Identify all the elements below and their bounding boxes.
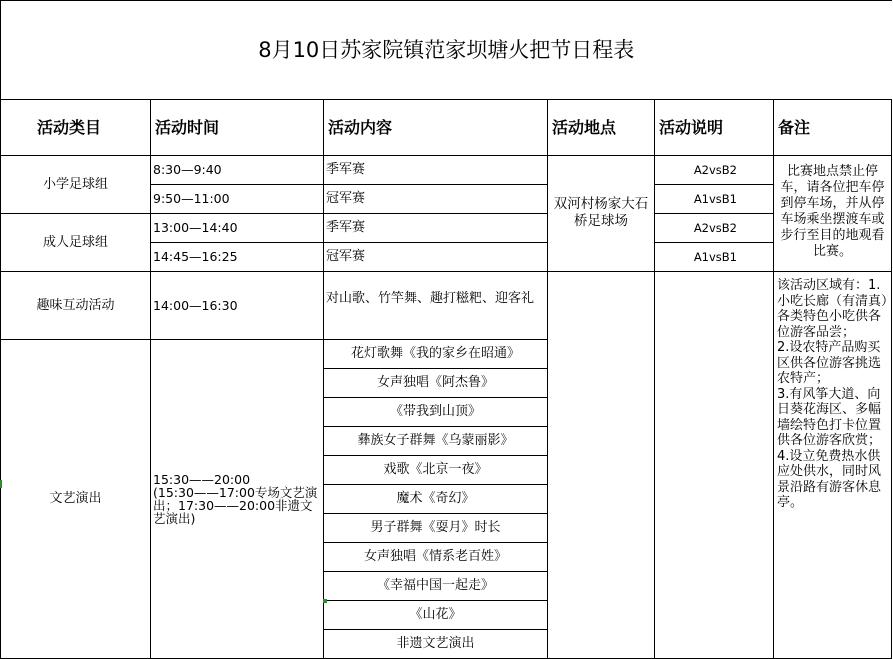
program-item: 彝族女子群舞《乌蒙丽影》 [324, 427, 548, 456]
program-item: 花灯歌舞《我的家乡在昭通》 [324, 340, 548, 369]
header-description: 活动说明 [655, 100, 774, 156]
description-cell: A2vsB2 [655, 156, 774, 185]
program-item: 女声独唱《阿杰鲁》 [324, 369, 548, 398]
page-title: 8月10日苏家院镇范家坝塘火把节日程表 [1, 1, 892, 100]
header-remarks: 备注 [774, 100, 892, 156]
category-fun-activities: 趣味互动活动 [1, 272, 151, 340]
program-item: 非遗文艺演出 [324, 630, 548, 659]
description-empty [655, 272, 774, 659]
description-cell: A1vsB1 [655, 185, 774, 214]
time-cell: 8:30—9:40 [151, 156, 324, 185]
cell-marker [323, 599, 327, 603]
category-performance: 文艺演出 [1, 340, 151, 659]
program-item: 《带我到山顶》 [324, 398, 548, 427]
table-row [1, 272, 892, 340]
header-content: 活动内容 [324, 100, 548, 156]
content-cell: 冠军赛 [324, 185, 548, 214]
header-location: 活动地点 [548, 100, 655, 156]
time-cell: 14:45—16:25 [151, 243, 324, 272]
description-cell: A1vsB1 [655, 243, 774, 272]
time-cell: 13:00—14:40 [151, 214, 324, 243]
program-item: 《山花》 [324, 601, 548, 630]
time-cell: 14:00—16:30 [151, 272, 324, 340]
content-cell: 季军赛 [324, 214, 548, 243]
header-time: 活动时间 [151, 100, 324, 156]
time-cell: 9:50—11:00 [151, 185, 324, 214]
location-football-field: 双河村杨家大石桥足球场 [548, 156, 655, 272]
cell-marker [0, 480, 2, 488]
program-item: 《幸福中国一起走》 [324, 572, 548, 601]
content-cell: 季军赛 [324, 156, 548, 185]
table-row [1, 156, 892, 185]
category-adult-football: 成人足球组 [1, 214, 151, 272]
description-cell: A2vsB2 [655, 214, 774, 243]
content-cell: 对山歌、竹竿舞、趣打糍粑、迎客礼 [324, 272, 548, 340]
remark-area: 该活动区域有：1.小吃长廊（有清真）各类特色小吃供各位游客品尝； 2.设农特产品购买区供各位游客挑选农特产； 3.有风筝大道、向日葵花海区、多幅墙绘特色打卡位置供各位游客欣赏； 4.设立免费热水供应处供水，同时风景沿路有游客休息亭。 [774, 272, 892, 659]
header-row [1, 100, 892, 156]
program-item: 女声独唱《情系老百姓》 [324, 543, 548, 572]
program-item: 魔术《奇幻》 [324, 485, 548, 514]
program-item: 戏歌《北京一夜》 [324, 456, 548, 485]
location-empty [548, 272, 655, 659]
remark-football: 比赛地点禁止停车，请各位把车停到停车场，并从停车场乘坐摆渡车或步行至目的地观看比赛。 [774, 156, 892, 272]
program-item: 男子群舞《耍月》时长 [324, 514, 548, 543]
table-row [1, 214, 892, 243]
category-primary-football: 小学足球组 [1, 156, 151, 214]
header-category: 活动类目 [1, 100, 151, 156]
content-cell: 冠军赛 [324, 243, 548, 272]
time-performance: 15:30——20:00 (15:30——17:00专场文艺演出；17:30——20:00非遗文艺演出) [151, 340, 324, 659]
